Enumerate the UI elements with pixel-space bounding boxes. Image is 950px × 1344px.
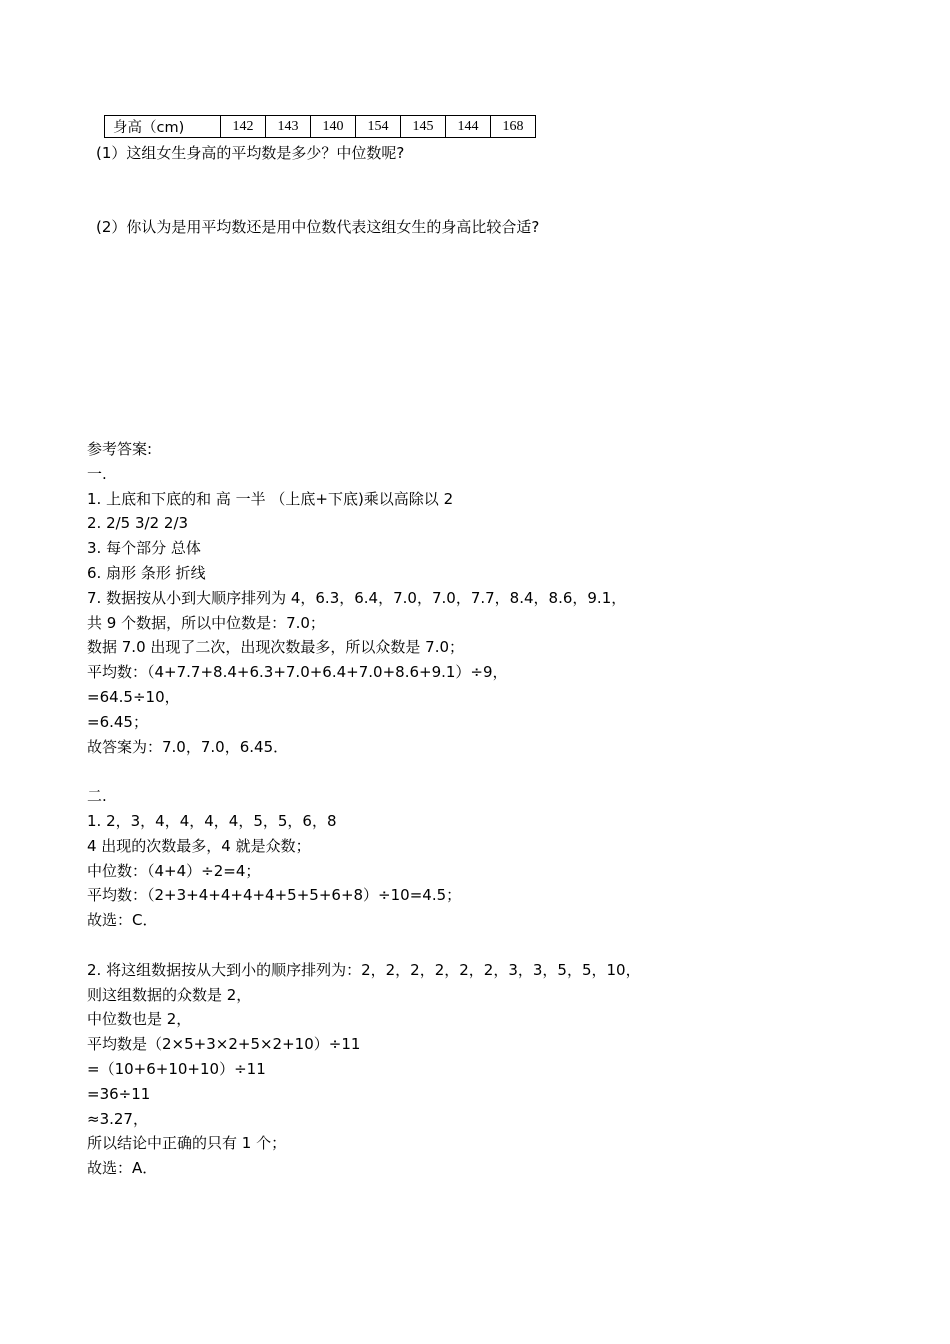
answer-line: ≈3.27， xyxy=(87,1109,148,1128)
table-cell: 168 xyxy=(491,116,536,138)
answer-section xyxy=(87,437,887,1181)
answer-line: 平均数：（4+7.7+8.4+6.3+7.0+6.4+7.0+8.6+9.1）÷9， xyxy=(87,663,508,682)
answer-line: 中位数也是 2， xyxy=(87,1010,192,1029)
answer-line: 平均数是（2×5+3×2+5×2+10）÷11 xyxy=(87,1035,361,1054)
answer-line: 3. 每个部分 总体 xyxy=(87,539,201,558)
answer-line: =36÷11 xyxy=(87,1084,151,1103)
answer-line: 共 9 个数据，所以中位数是：7.0； xyxy=(87,613,325,632)
answer-line: 7. 数据按从小到大顺序排列为 4，6.3，6.4，7.0，7.0，7.7，8.4，8.6，9.1， xyxy=(87,588,627,607)
answer-line: 2. 2/5 3/2 2/3 xyxy=(87,514,189,533)
table-header-cell: 身高（cm) xyxy=(105,116,221,138)
spacer xyxy=(87,933,887,958)
question-2: (2）你认为是用平均数还是用中位数代表这组女生的身高比较合适? xyxy=(96,218,540,236)
table-cell: 145 xyxy=(401,116,446,138)
answer-line: 6. 扇形 条形 折线 xyxy=(87,563,206,582)
answer-line: 故选：C． xyxy=(87,911,158,930)
spacer xyxy=(87,759,887,784)
table-cell: 142 xyxy=(221,116,266,138)
answer-line: 1. 上底和下底的和 高 一半 （上底+下底)乘以高除以 2 xyxy=(87,489,454,508)
answer-line: 故选：A． xyxy=(87,1159,158,1178)
answer-line: =6.45； xyxy=(87,712,148,731)
answer-line: 数据 7.0 出现了二次，出现次数最多，所以众数是 7.0； xyxy=(87,638,465,657)
table-cell: 140 xyxy=(311,116,356,138)
table-cell: 144 xyxy=(446,116,491,138)
answer-line: 则这组数据的众数是 2， xyxy=(87,985,252,1004)
height-table xyxy=(104,115,536,138)
table-cell: 154 xyxy=(356,116,401,138)
answer-title: 参考答案: xyxy=(87,440,153,458)
table-row xyxy=(105,116,536,138)
answer-line: 所以结论中正确的只有 1 个； xyxy=(87,1134,287,1153)
question-1: (1）这组女生身高的平均数是多少？中位数呢? xyxy=(96,144,405,162)
answer-line: 2. 将这组数据按从大到小的顺序排列为：2，2，2，2，2，2，3，3，5，5，10， xyxy=(87,960,641,979)
answer-line: 中位数：（4+4）÷2=4； xyxy=(87,861,261,880)
answer-line: 4 出现的次数最多，4 就是众数； xyxy=(87,836,311,855)
answer-line: =（10+6+10+10）÷11 xyxy=(87,1059,266,1078)
answer-line: 故答案为：7.0，7.0，6.45． xyxy=(87,737,289,756)
answer-line: 平均数：（2+3+4+4+4+4+5+5+6+8）÷10=4.5； xyxy=(87,886,462,905)
part2-heading: 二. xyxy=(87,787,107,806)
part1-heading: 一. xyxy=(87,464,107,483)
answer-line: =64.5÷10， xyxy=(87,687,180,706)
table-cell: 143 xyxy=(266,116,311,138)
answer-line: 1. 2，3，4，4，4，4，5，5，6，8 xyxy=(87,811,337,830)
